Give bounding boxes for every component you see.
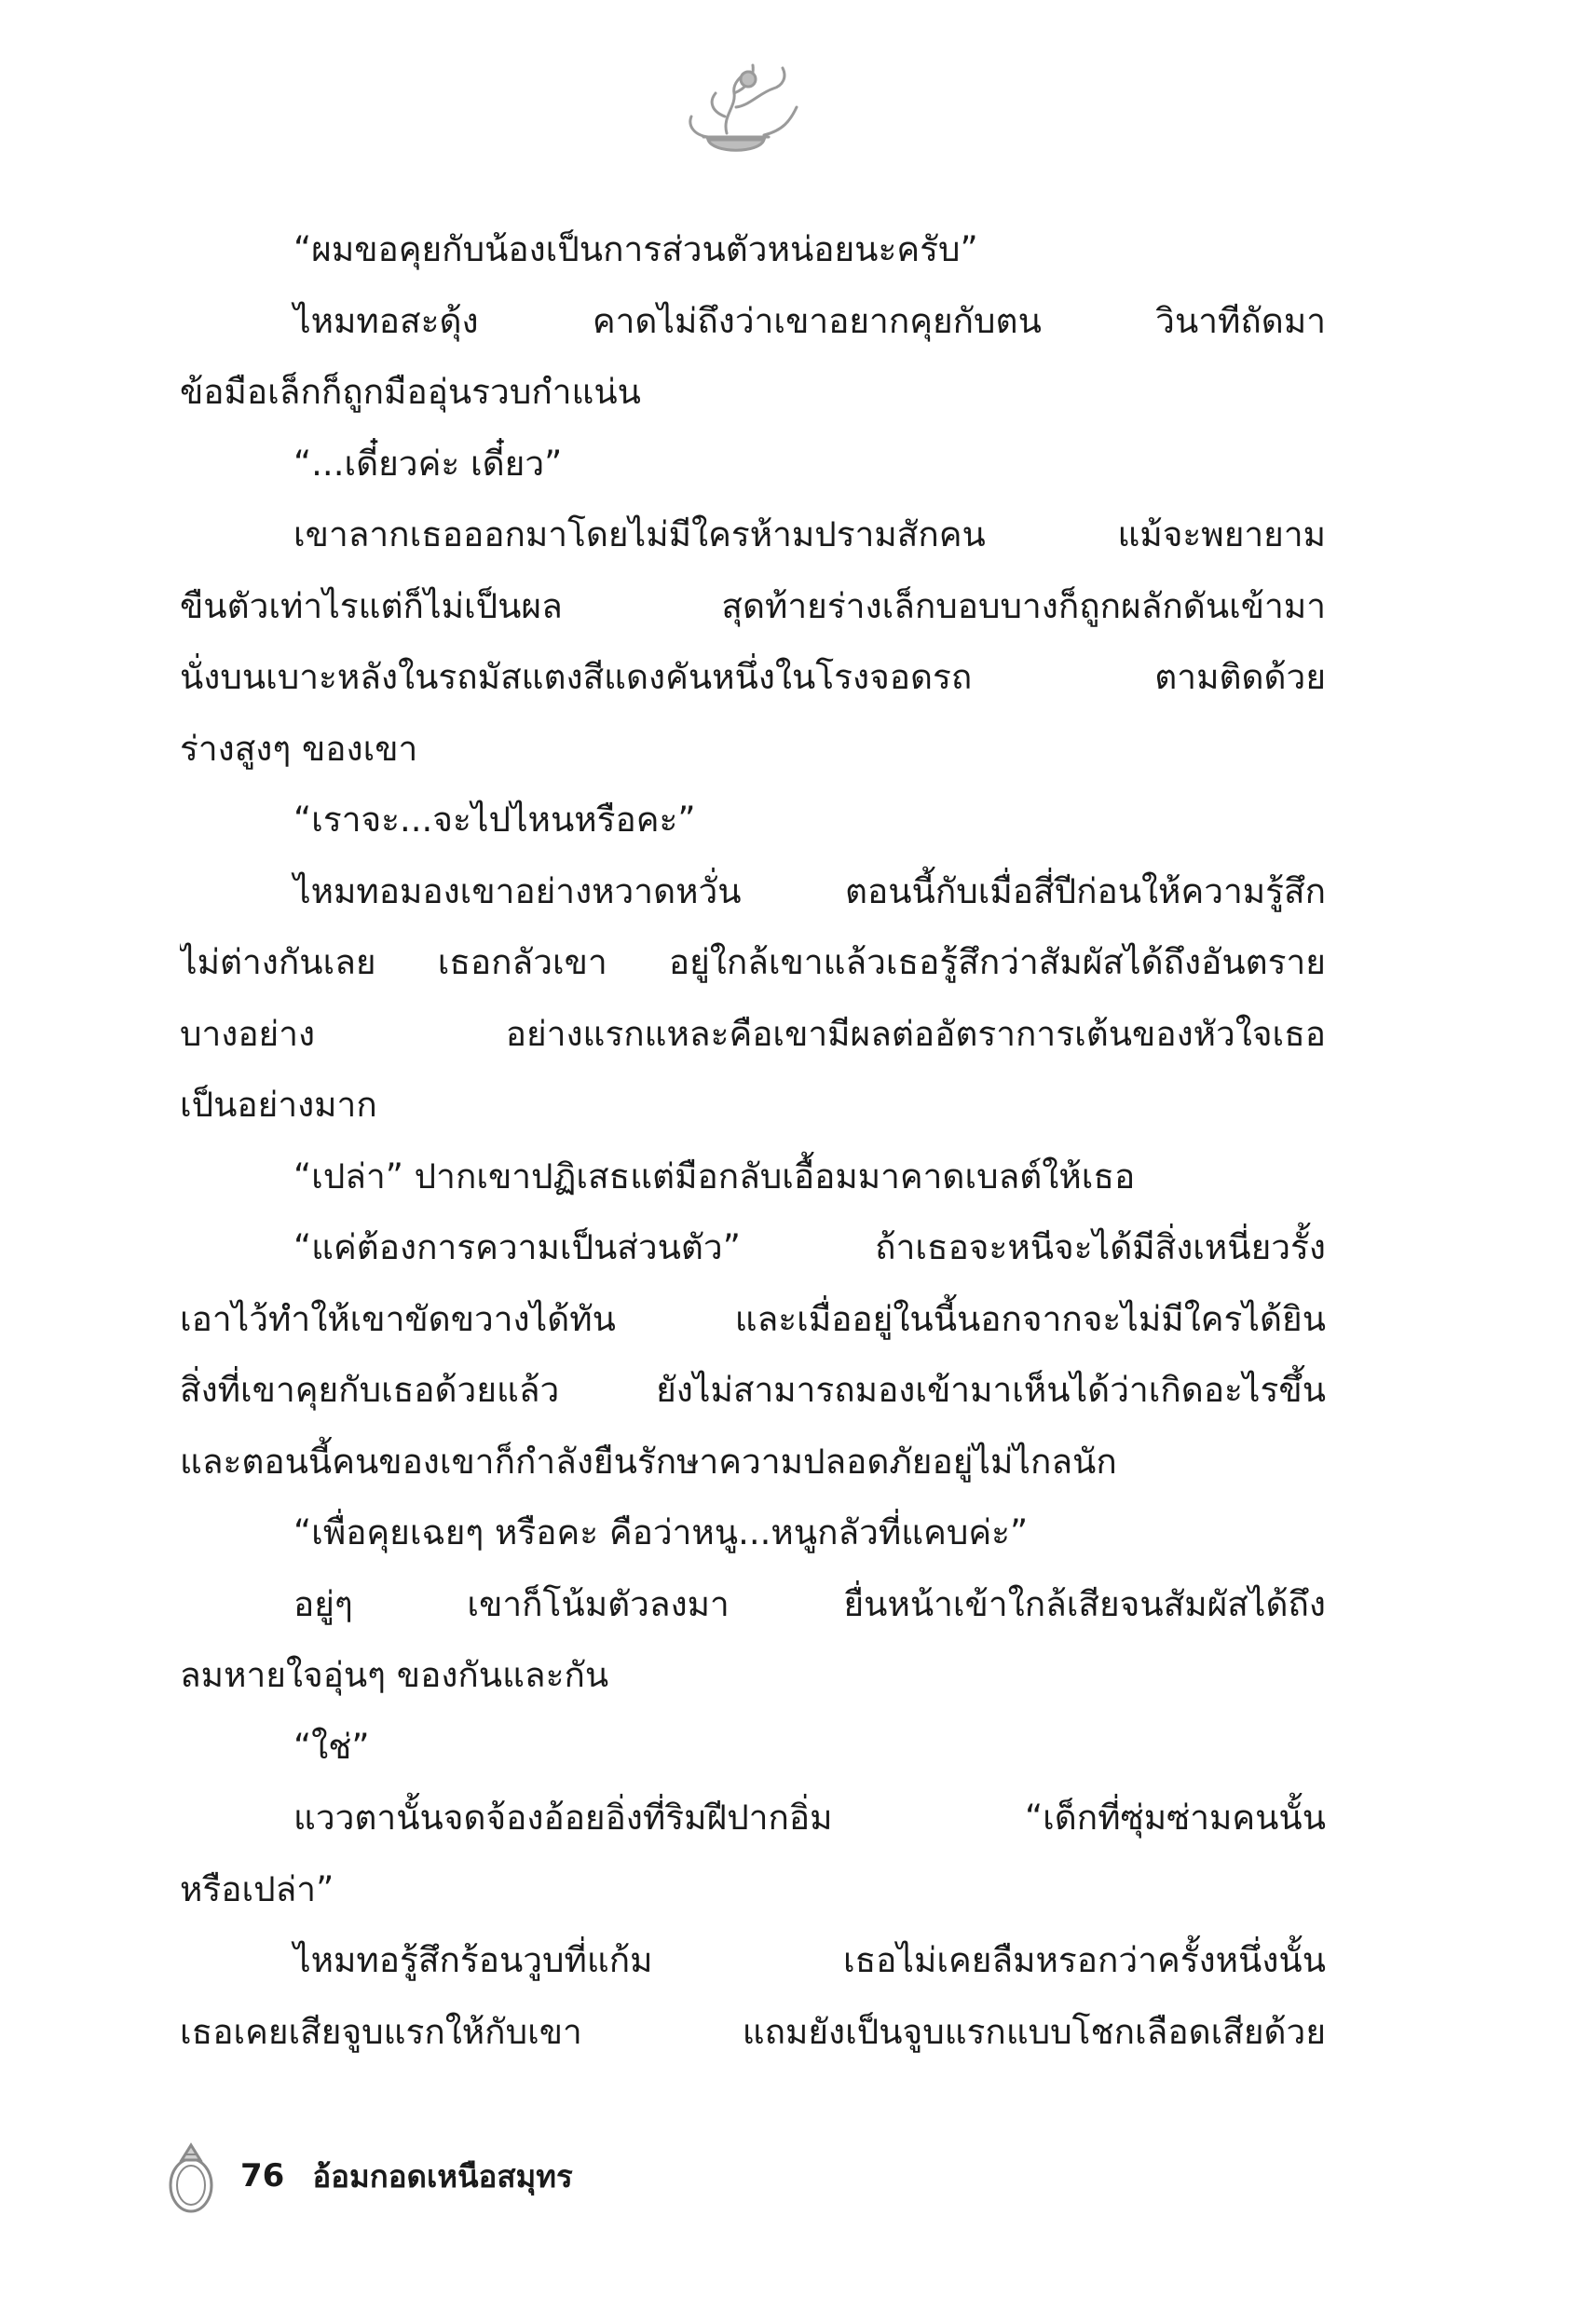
paragraph-line: “ผมขอคุยกับน้องเป็นการส่วนตัวหน่อยนะครับ” — [293, 229, 978, 269]
paragraph-line: เขาลากเธอออกมาโดยไม่มีใครห้ามปรามสักคน แม้จะพยายาม — [293, 514, 1326, 554]
paragraph-line: และตอนนี้คนของเขาก็กำลังยืนรักษาความปลอดภัยอยู่ไม่ไกลนัก — [180, 1441, 1117, 1482]
paragraph-line: “เปล่า” ปากเขาปฏิเสธแต่มือกลับเอื้อมมาคาดเบลต์ให้เธอ — [293, 1156, 1136, 1197]
book-title: อ้อมกอดเหนือสมุทร — [312, 2157, 573, 2195]
genie-lamp-ornament-icon — [671, 51, 811, 163]
paragraph-line: ข้อมือเล็กก็ถูกมืออุ่นรวบกำแน่น — [180, 372, 641, 412]
body-text — [180, 214, 1326, 2068]
paragraph-line: ไหมทอมองเขาอย่างหวาดหวั่น ตอนนี้กับเมื่อสี่ปีก่อนให้ความรู้สึก — [293, 870, 1326, 911]
page-number: 76 — [240, 2157, 285, 2195]
paragraph-line: นั่งบนเบาะหลังในรถมัสแตงสีแดงคันหนึ่งในโรงจอดรถ ตามติดด้วย — [180, 657, 1326, 697]
paragraph-line: ร่างสูงๆ ของเขา — [180, 728, 418, 769]
page-footer — [158, 2134, 573, 2218]
paragraph-line: “เพื่อคุยเฉยๆ หรือคะ คือว่าหนู...หนูกลัวที่แคบค่ะ” — [293, 1512, 1029, 1552]
paragraph-line: อยู่ๆ เขาก็โน้มตัวลงมา ยื่นหน้าเข้าใกล้เสียจนสัมผัสได้ถึง — [293, 1583, 1326, 1624]
paragraph-line: “ใช่” — [293, 1726, 370, 1767]
paragraph-line: “...เดี๋ยวค่ะ เดี๋ยว” — [293, 443, 563, 484]
paragraph-line: หรือเปล่า” — [180, 1868, 334, 1909]
paragraph-line: เป็นอย่างมาก — [180, 1085, 377, 1125]
paragraph-line: เธอเคยเสียจูบแรกให้กับเขา แถมยังเป็นจูบแรกแบบโชกเลือดเสียด้วย — [180, 2011, 1326, 2052]
paragraph-line: ไหมทอสะดุ้ง คาดไม่ถึงว่าเขาอยากคุยกับตน วินาทีถัดมา — [293, 300, 1326, 341]
paragraph-line: ขืนตัวเท่าไรแต่ก็ไม่เป็นผล สุดท้ายร่างเล็กบอบบางก็ถูกผลักดันเข้ามา — [180, 585, 1326, 626]
paragraph-line: ไม่ต่างกันเลย เธอกลัวเขา อยู่ใกล้เขาแล้วเธอรู้สึกว่าสัมผัสได้ถึงอันตราย — [180, 942, 1326, 982]
diamond-ring-icon — [158, 2134, 224, 2218]
paragraph-line: ไหมทอรู้สึกร้อนวูบที่แก้ม เธอไม่เคยลืมหรอกว่าครั้งหนึ่งนั้น — [293, 1940, 1326, 1980]
paragraph-line: “เราจะ...จะไปไหนหรือคะ” — [293, 800, 696, 840]
paragraph-line: สิ่งที่เขาคุยกับเธอด้วยแล้ว ยังไม่สามารถมองเข้ามาเห็นได้ว่าเกิดอะไรขึ้น — [180, 1370, 1326, 1410]
paragraph-line: ลมหายใจอุ่นๆ ของกันและกัน — [180, 1655, 609, 1695]
paragraph-line: “แค่ต้องการความเป็นส่วนตัว” ถ้าเธอจะหนีจะได้มีสิ่งเหนี่ยวรั้ง — [293, 1227, 1326, 1267]
paragraph-line: เอาไว้ทำให้เขาขัดขวางได้ทัน และเมื่ออยู่ในนี้นอกจากจะไม่มีใครได้ยิน — [180, 1298, 1326, 1339]
paragraph-line: แววตานั้นจดจ้องอ้อยอิ่งที่ริมฝีปากอิ่ม “เด็กที่ซุ่มซ่ามคนนั้น — [293, 1798, 1326, 1838]
paragraph-line: บางอย่าง อย่างแรกแหละคือเขามีผลต่ออัตราการเต้นของหัวใจเธอ — [180, 1013, 1326, 1054]
